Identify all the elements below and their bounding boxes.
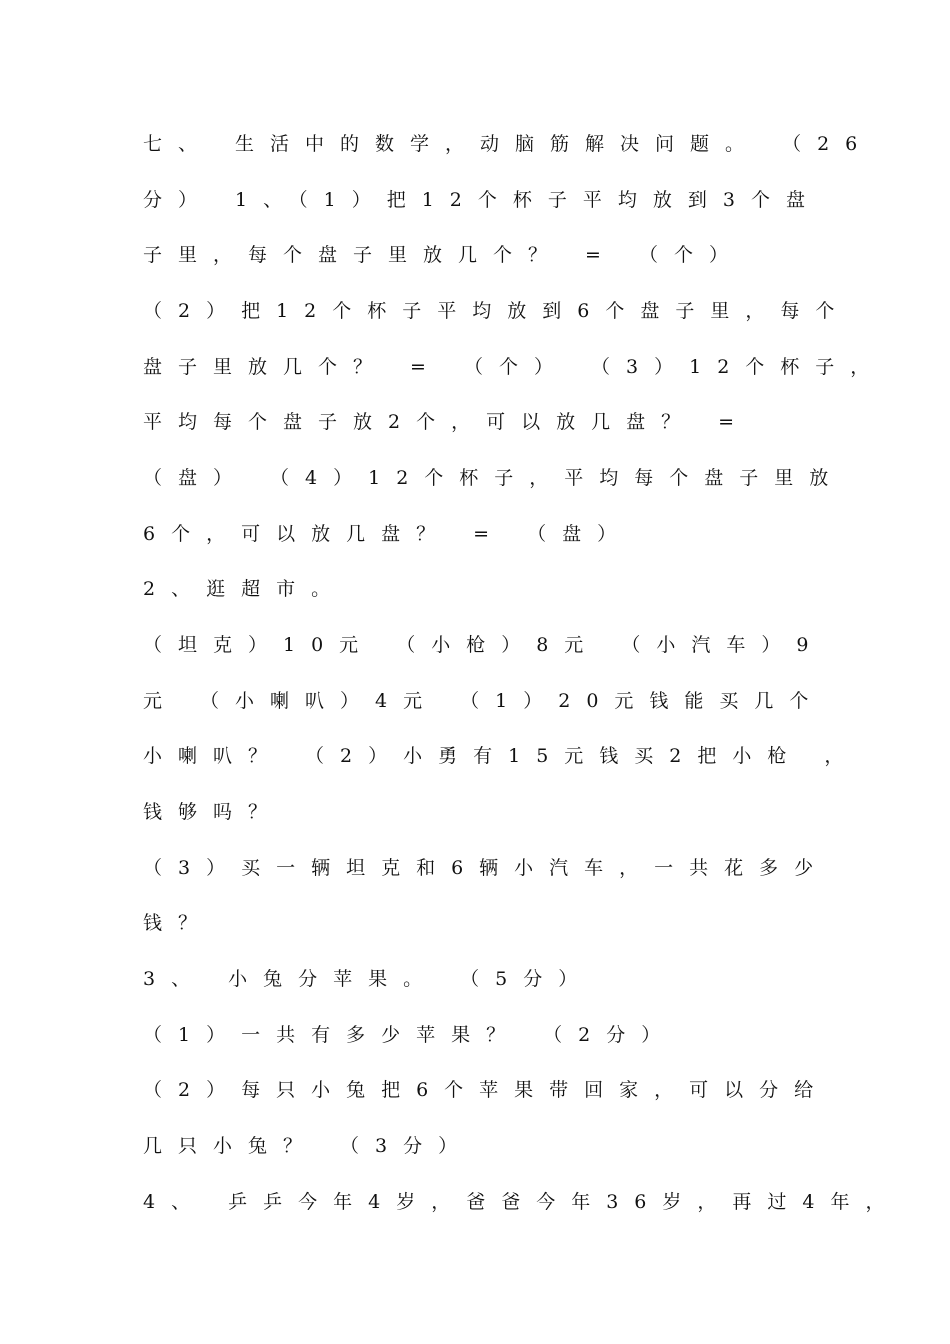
text-line: （1）一共有多少苹果？ （2分） — [143, 1024, 677, 1046]
text-line: 4、 乒乒今年4岁，爸爸今年36岁，再过4年， — [143, 1191, 901, 1213]
text-line: （坦克）10元 （小枪）8元 （小汽车）9 — [143, 634, 825, 656]
text-line: 钱够吗？ — [143, 801, 284, 823]
text-line: 几只小兔？ （3分） — [143, 1135, 474, 1157]
text-line: （3）买一辆坦克和6辆小汽车，一共花多少 — [143, 857, 830, 879]
text-line: 6个，可以放几盘？ = （盘） — [143, 523, 633, 545]
text-line: 盘子里放几个？ = （个） （3）12个杯子， — [143, 356, 886, 378]
text-line: 子里，每个盘子里放几个？ = （个） — [143, 244, 744, 266]
text-line: 2、逛超市。 — [143, 578, 347, 600]
text-line: 分） 1、（1）把12个杯子平均放到3个盘 — [143, 189, 821, 211]
text-line: （2）把12个杯子平均放到6个盘子里，每个 — [143, 300, 851, 322]
text-line: （盘） （4）12个杯子，平均每个盘子里放 — [143, 467, 845, 489]
text-line: 元 （小喇叭）4元 （1）20元钱能买几个 — [143, 690, 825, 712]
text-line: 小喇叭？ （2）小勇有15元钱买2把小枪 ， — [143, 745, 860, 767]
text-line: 平均每个盘子放2个，可以放几盘？ = — [143, 411, 751, 433]
text-line: 钱？ — [143, 912, 214, 934]
text-line: 3、 小兔分苹果。 （5分） — [143, 968, 594, 990]
text-line: （2）每只小兔把6个苹果带回家，可以分给 — [143, 1079, 830, 1101]
text-line: 七、 生活中的数学，动脑筋解决问题。 （26 — [143, 133, 874, 155]
